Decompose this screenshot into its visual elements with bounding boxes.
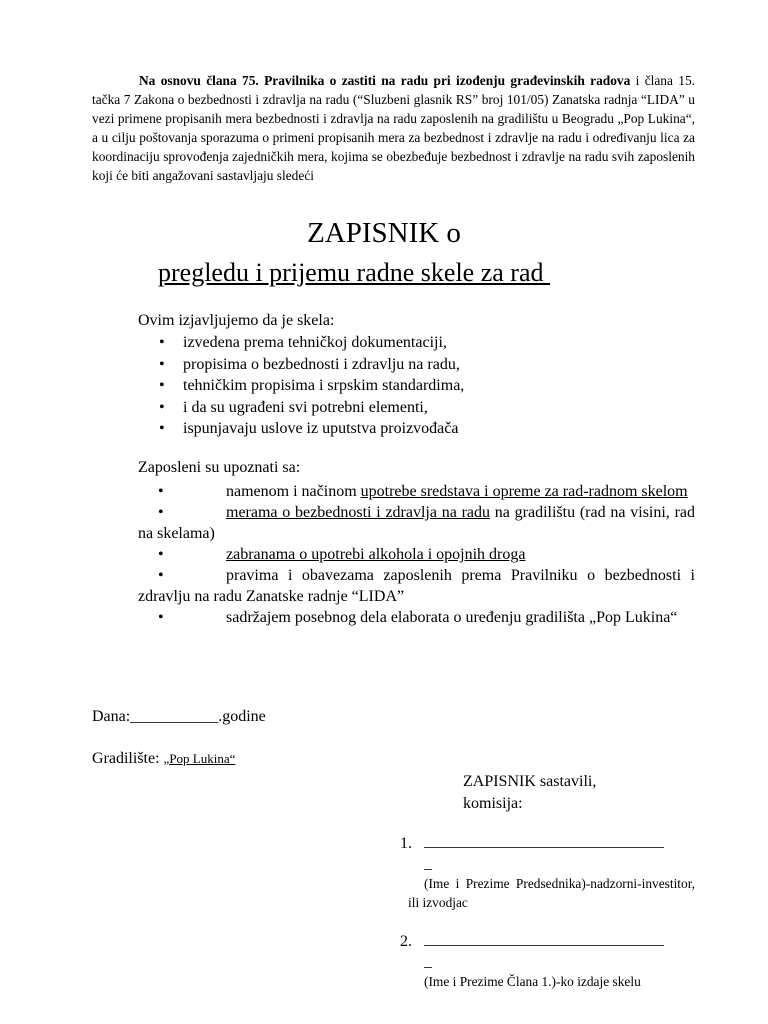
list-item: • izvedena prema tehničkoj dokumentaciji,: [138, 332, 464, 354]
list-item: • i da su ugrađeni svi potrebni elementi,: [138, 397, 464, 419]
bullet-icon: •: [159, 355, 165, 373]
bullet-icon: •: [158, 546, 164, 563]
list-item: • namenom i načinom upotrebe sredstava i opreme za rad-radnom skelom: [138, 481, 695, 502]
document-title: ZAPISNIK o: [307, 217, 461, 249]
signatures-heading: [463, 771, 596, 815]
signature-caption: (Ime i Prezime Predsednika)-nadzorni-investitor, ili izvodjac: [408, 876, 695, 910]
document-subtitle: pregledu i prijemu radne skele za rad: [158, 258, 550, 287]
signatures-heading-line1: ZAPISNIK sastavili,: [463, 773, 597, 790]
list-item: • ispunjavaju uslove iz uputstva proizvođača: [138, 418, 464, 440]
date-suffix: .godine: [218, 708, 266, 725]
list-item: • propisima o bezbednosti i zdravlju na radu,: [138, 354, 464, 376]
list-item: • tehničkim propisima i srpskim standardima,: [138, 375, 464, 397]
bullet-icon: •: [159, 420, 165, 437]
site-value: „Pop Lukina“: [163, 751, 236, 766]
declaration-intro: Ovim izjavljujemo da je skela:: [138, 312, 335, 329]
signature-field[interactable]: ______________________________: [424, 931, 664, 948]
signatures-heading-line2: komisija:: [463, 795, 523, 812]
list-item: • sadržajem posebnog dela elaborata o uređenju gradilišta „Pop Lukina“: [138, 607, 695, 628]
bullet-icon: •: [159, 334, 165, 351]
signature-field-tail: _: [424, 953, 432, 970]
signature-number: 2.: [400, 933, 412, 950]
employees-list: [138, 481, 695, 628]
list-item: • zabranama o upotrebi alkohola i opojnih droga: [138, 544, 695, 565]
declaration-list: [138, 332, 464, 440]
date-field[interactable]: ___________: [130, 708, 219, 725]
bullet-icon: •: [158, 567, 164, 584]
list-item: • merama o bezbednosti i zdravlja na radu na gradilištu (rad na visini, rad na skelama): [138, 504, 696, 542]
list-item: • pravima i obavezama zaposlenih prema Pravilniku o bezbednosti i zdravlju na radu Zanatske radnje “LIDA”: [138, 567, 695, 605]
site-line: [92, 750, 235, 768]
signature-caption: (Ime i Prezime Člana 1.)-ko izdaje skelu: [424, 974, 641, 989]
date-line: [92, 708, 266, 726]
bullet-icon: •: [158, 609, 164, 626]
intro-text: i člana 15. tačka 7 Zakona o bezbednosti i zdravlja na radu (“Sluzbeni glasnik RS” broj 101/05) Zanatska radnja “LIDA” u vezi primene propisanih mera bezbednosti i zdravlja na radu zaposlenih na gradilištu u Beogradu „Pop Lukina“, a u cilju poštovanja sporazuma o primeni propisanih mera za bezbednost i zdravlje na radu i određivanju lica za koordinaciju sprovođenja zajedničkih mera, kojima se obezbeđuje bezbednost i zdravlje na radu svih zaposlenih koji će biti angažovani sastavljaju sledeći: [92, 73, 696, 183]
bullet-icon: •: [158, 483, 164, 500]
date-label: Dana:: [92, 708, 131, 725]
employees-intro: Zaposleni su upoznati sa:: [138, 459, 301, 476]
signature-field[interactable]: ______________________________: [424, 833, 664, 850]
bullet-icon: •: [158, 504, 164, 521]
intro-bold-text: Na osnovu člana 75. Pravilnika o zastiti na radu pri izođenju građevinskih radova: [139, 73, 631, 88]
signature-number: 1.: [400, 835, 412, 852]
bullet-icon: •: [159, 398, 165, 416]
intro-paragraph: [92, 71, 695, 185]
signature-field-tail: _: [424, 855, 432, 872]
site-label: Gradilište:: [92, 750, 160, 767]
bullet-icon: •: [159, 377, 165, 394]
